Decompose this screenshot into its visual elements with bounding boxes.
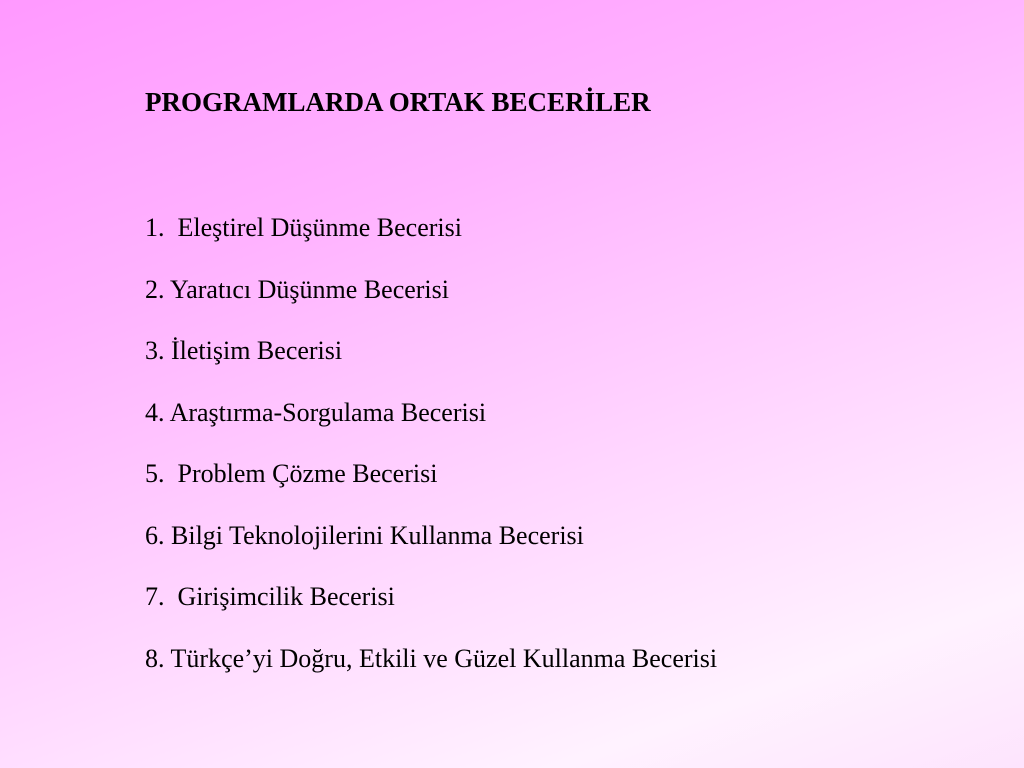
slide-title: PROGRAMLARDA ORTAK BECERİLER bbox=[145, 87, 651, 117]
skill-item-8: 8. Türkçe’yi Doğru, Etkili ve Güzel Kullanma Becerisi bbox=[145, 643, 718, 673]
skill-item-3: 3. İletişim Becerisi bbox=[145, 336, 343, 365]
skill-item-6: 6. Bilgi Teknolojilerini Kullanma Becerisi bbox=[145, 520, 584, 550]
skill-item-7: 7. Girişimcilik Becerisi bbox=[145, 582, 395, 611]
skill-item-1: 1. Eleştirel Düşünme Becerisi bbox=[145, 213, 462, 242]
skill-item-4: 4. Araştırma-Sorgulama Becerisi bbox=[145, 397, 487, 427]
skills-list bbox=[145, 212, 717, 674]
skill-item-2: 2. Yaratıcı Düşünme Becerisi bbox=[145, 274, 450, 304]
skill-item-5: 5. Problem Çözme Becerisi bbox=[145, 459, 438, 488]
